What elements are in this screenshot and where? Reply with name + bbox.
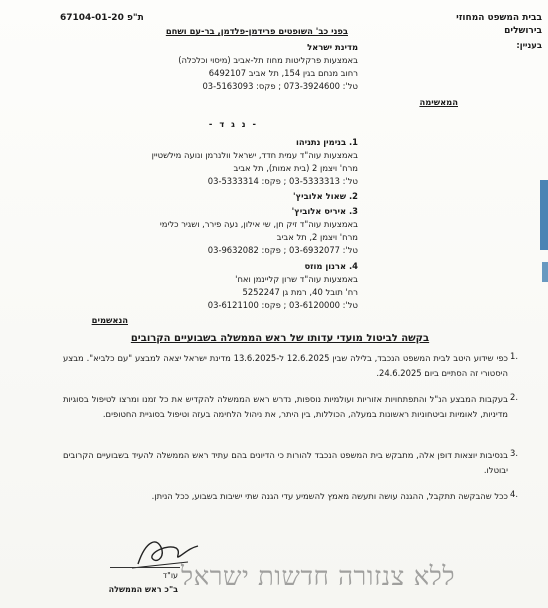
- defendant-name: 2. שאול אלוביץ': [293, 191, 358, 201]
- plaintiff-via: באמצעות פרקליטות מחוז תל-אביב (מיסוי וכלכלה): [178, 55, 358, 65]
- defendant-name: 3. איריס אלוביץ': [291, 206, 358, 216]
- defendants-role: הנאשמים: [91, 315, 128, 325]
- defendant-name: 4. ארנון מוזס: [304, 261, 358, 271]
- defendant-line: טל': 03-6120000 ; פקס: 03-6121100: [207, 300, 358, 310]
- edge-strip: [542, 262, 548, 282]
- court-city: בירושלים: [504, 26, 542, 36]
- signature-title: עו"ד: [162, 571, 178, 580]
- plaintiff-phone: טל': 073-3924600 ; פקס: 03-5163093: [202, 81, 358, 91]
- plaintiff-role: המאשימה: [419, 97, 458, 107]
- defendant-line: טל': 03-6932077 ; פקס: 03-9632082: [207, 245, 358, 255]
- defendant-line: טל': 03-5333313 ; פקס: 03-5333314: [207, 176, 358, 186]
- versus-label: - נ ג ד -: [208, 119, 258, 129]
- inre-label: בעניין:: [516, 40, 542, 50]
- case-number: 67104-01-20 ת"פ: [60, 13, 144, 23]
- paragraph: כפי שידוע היטב לבית המשפט הנכבד, בלילה שבין 12.6.2025 ל-13.6.2025 מדינת ישראל יצאה למבצע "עם כלביא". מבצע היסטורי זה הסתיים ביום 24.6.2025.: [63, 353, 508, 378]
- paragraph-number: 1.: [510, 351, 518, 361]
- defendant-line: באמצעות עוה"ד שרון קליינמן ואח': [235, 274, 358, 284]
- paragraph-number: 3.: [510, 448, 518, 458]
- defendant-line: מרח' ויצמן 2 (בית אמות), תל אביב: [233, 163, 358, 173]
- paragraph: ככל שהבקשה תתקבל, ההגנה עושה ותעשה מאמץ להשמיע עדי הגנה שתי ישיבות בשבוע, ככל הניתן.: [151, 491, 508, 501]
- court-name: בבית המשפט המחוזי: [456, 13, 542, 23]
- watermark-text: ללא צנזורה חדשות ישראל: [181, 562, 455, 592]
- paragraph: בנסיבות יוצאות דופן אלה, מתבקש בית המשפט הנכבד להורות כי הדיונים בהם עתיד ראש הממשלה להעיד בשבועיים הקרובים יבוטלו.: [63, 450, 508, 475]
- paragraph: בעקבות המבצע הנ"ל והתפתחויות אזוריות ועולמיות נוספות, נדרש ראש הממשלה להקדיש את כל זמנו ומרצו לטיפול בסוגיות מדיניות, לאומיות וביטחוניות ראשונות במעלה, הכוללות, בין היתר, את ניהול הלחימה בעזה וטיפול בסוגיית החטופים.: [63, 394, 508, 419]
- defendant-line: באמצעות עוה"ד זיק חן, שי אילון, נעה פירר, ושגיר כלימי: [159, 219, 358, 229]
- plaintiff-address: רחוב מנחם בגין 154, תל אביב 6492107: [208, 68, 358, 78]
- defendant-line: מרח' ויצמן 2, תל אביב: [276, 232, 358, 242]
- judges-line: בפני כב' השופטים פרידמן-פלדמן, בר-עם ושחם: [165, 26, 348, 36]
- defendant-name: 1. בנימין נתניהו: [295, 137, 358, 147]
- edge-strip: [540, 180, 548, 250]
- paragraph-number: 2.: [510, 392, 518, 402]
- plaintiff-name: מדינת ישראל: [307, 42, 358, 52]
- document-title: בקשה לביטול מועדי עדותו של ראש הממשלה בשבועיים הקרובים: [130, 333, 430, 344]
- signature-role: ב"כ ראש הממשלה: [108, 585, 178, 594]
- paragraph-number: 4.: [510, 489, 518, 499]
- defendant-line: רח' תובל 40, רמת גן 5252247: [242, 287, 358, 297]
- defendant-line: באמצעות עוה"ד עמית חדד, ישראל וולנרמן ונועה מילשטיין: [151, 150, 358, 160]
